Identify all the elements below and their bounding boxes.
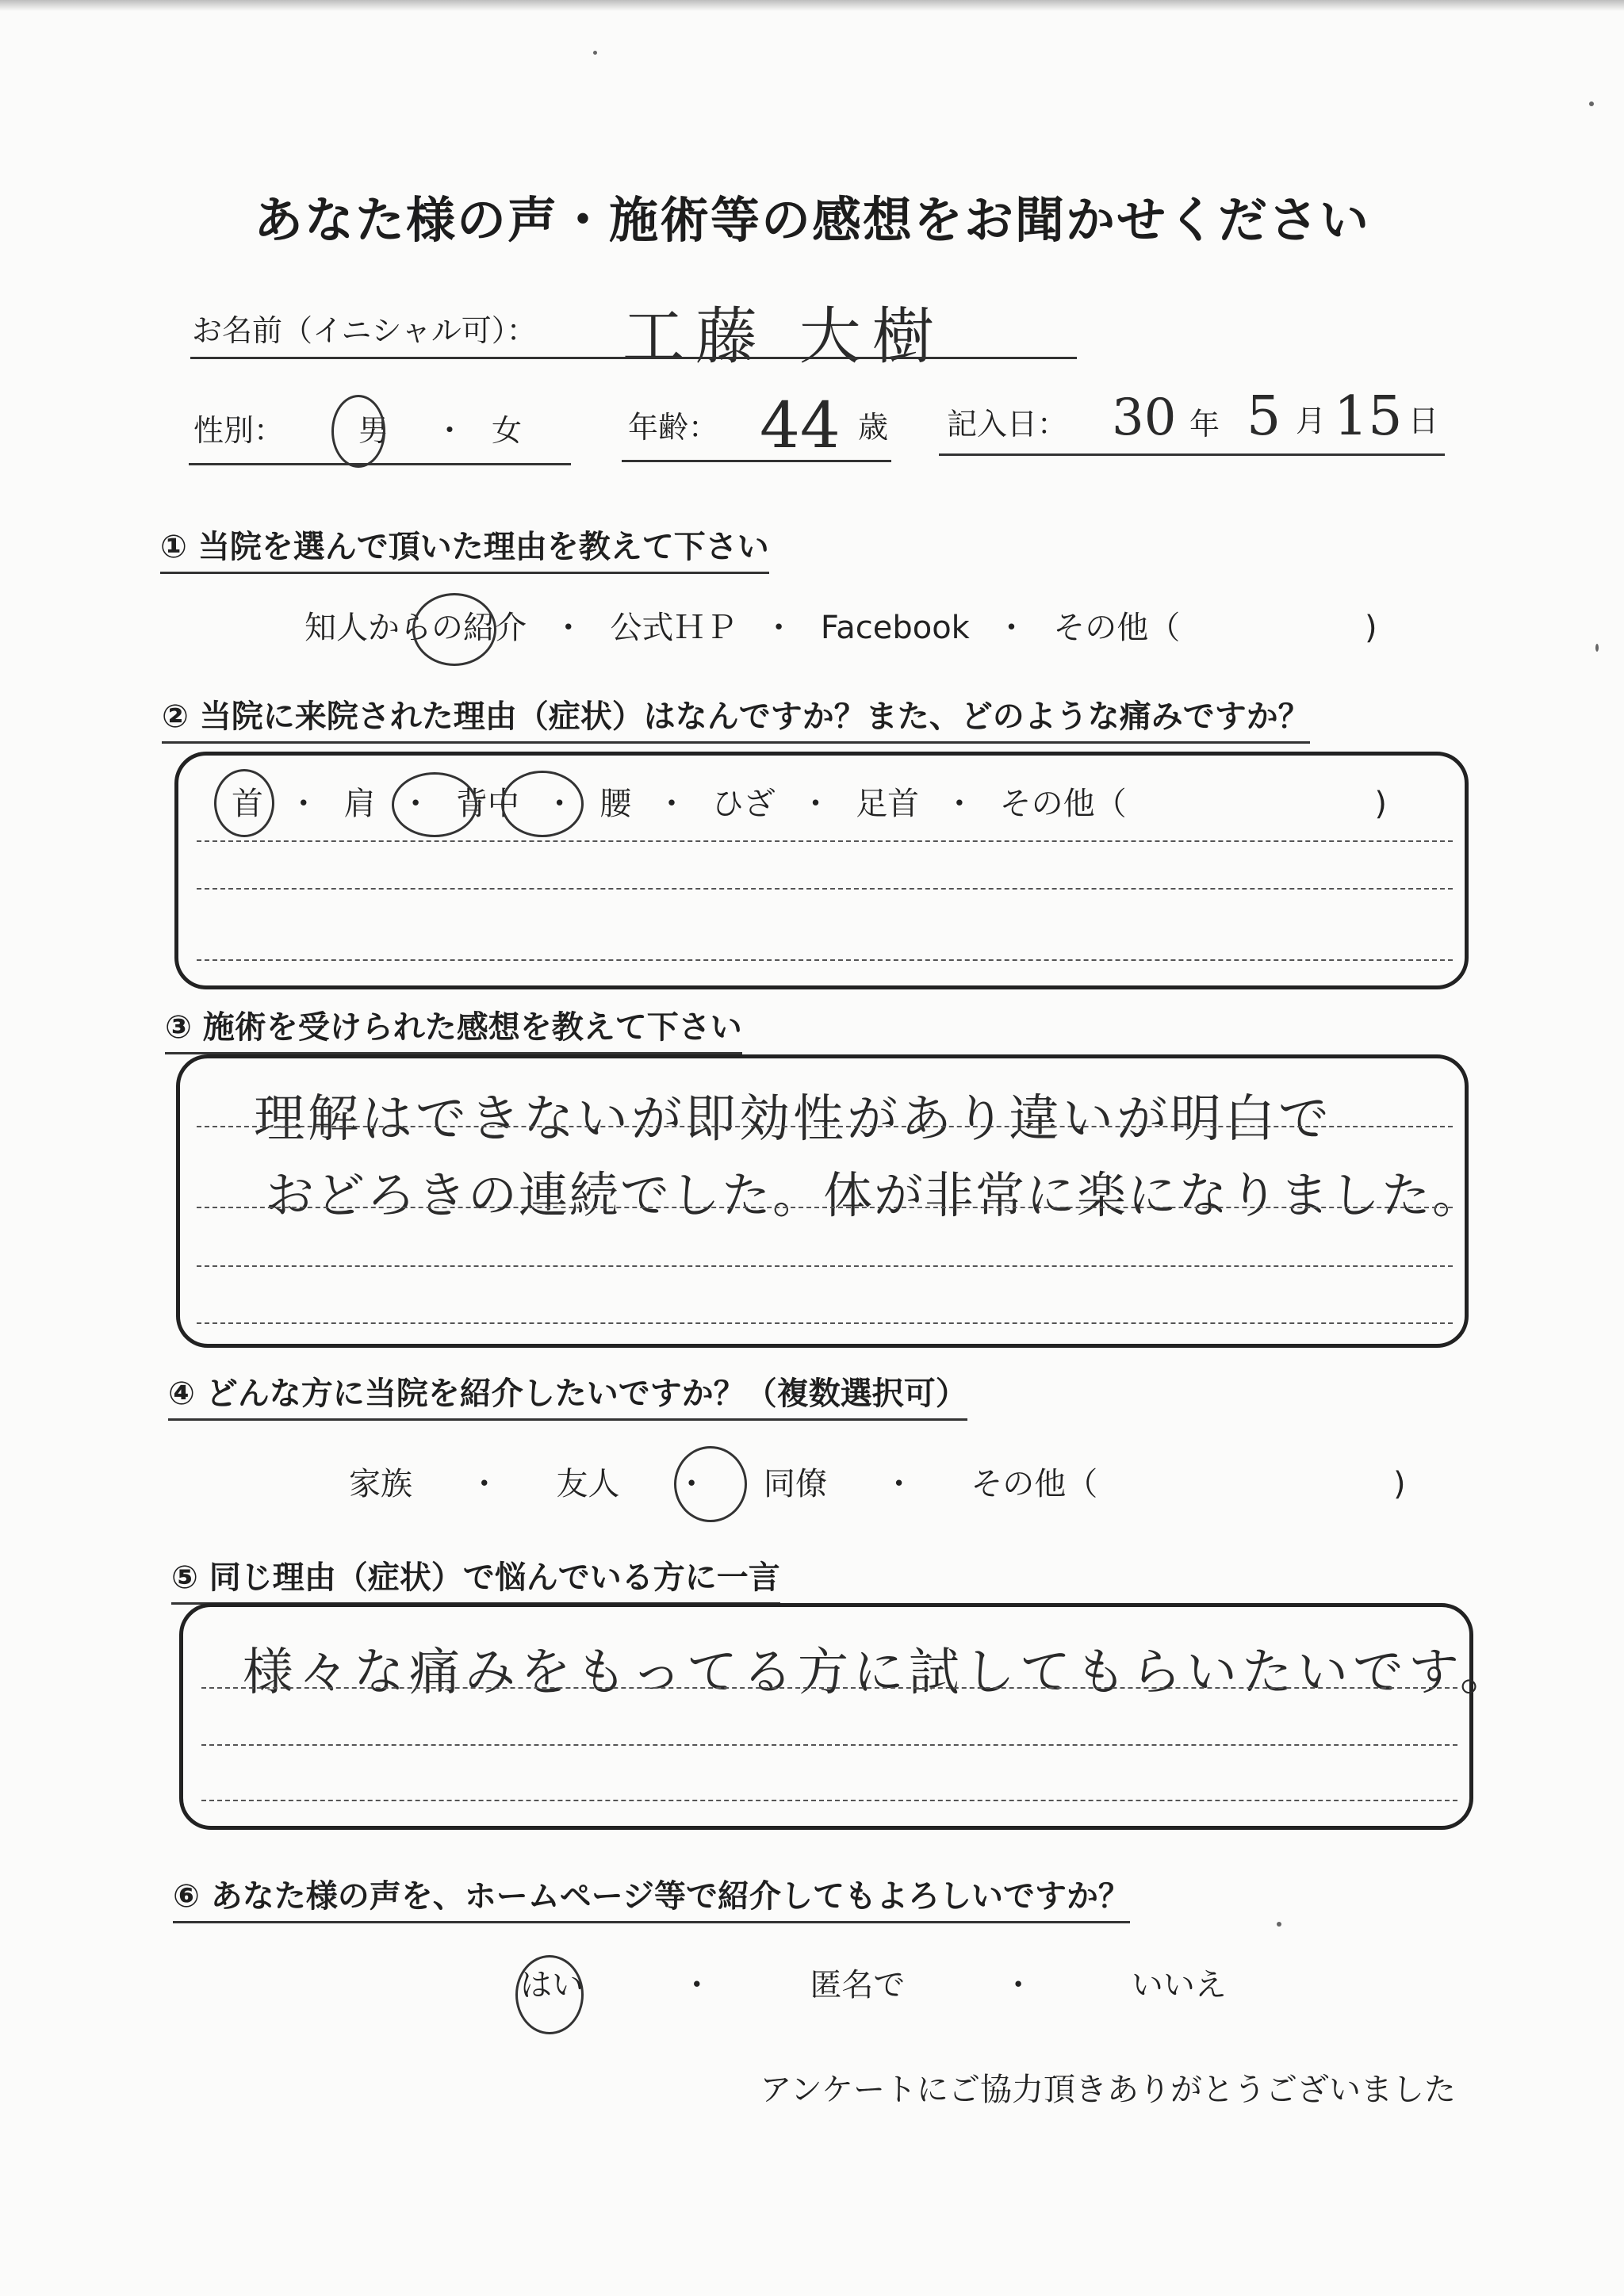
age-value: 44 [760,388,841,462]
q4-option-family: 家族 [349,1466,412,1502]
q4-other-close: ) [1393,1466,1406,1502]
scan-speck [1589,101,1594,106]
gender-male-circle [331,395,385,468]
q6-option-anonymous: 匿名で [810,1967,906,2003]
q2-sep: ・ [400,786,432,822]
name-underline [190,357,1077,359]
q3-line-4 [197,1322,1453,1324]
q1-selected-circle [412,593,496,666]
q2-line-1 [197,840,1453,842]
q2-sep: ・ [799,786,832,822]
q4-option-other: その他（ [971,1466,1098,1502]
q1-heading: ① 当院を選んで頂いた理由を教えて下さい [160,522,769,574]
gender-separator: ・ [435,413,465,448]
scan-speck [593,51,597,55]
q5-answer-line-1: 様々な痛みをもってる方に試してもらいたいです。 [243,1644,1515,1702]
q2-option-lower-back: 腰 [599,786,632,822]
q3-answer-line-1: 理解はできないが即効性があり違いが明白で [254,1090,1332,1149]
scan-speck [1595,644,1599,652]
q1-option-referral: 知人からの紹介 [304,610,527,646]
q6-options [520,1960,1227,2005]
q1-sep: ・ [995,610,1028,646]
q2-option-shoulder: 肩 [343,786,376,822]
gender-underline [189,463,571,465]
age-underline [622,460,891,462]
q6-sep: ・ [1002,1967,1035,2003]
date-month-unit: 月 [1296,404,1327,438]
q6-yes-circle [515,1955,584,2034]
date-year-unit: 年 [1189,407,1220,442]
date-underline [939,453,1445,456]
q2-option-knee: ひざ [711,786,776,822]
q1-option-other: その他（ [1053,610,1181,646]
q3-heading: ③ 施術を受けられた感想を教えて下さい [165,1002,742,1054]
q2-option-ankle: 足首 [856,786,920,822]
q6-sep: ・ [680,1967,713,2003]
gender-female: 女 [492,413,523,448]
q5-line-1 [201,1687,1457,1689]
q2-sep: ・ [943,786,975,822]
q3-line-2 [197,1207,1453,1208]
age-unit: 歳 [858,410,889,445]
q2-option-other: その他（ [999,786,1127,822]
q1-option-facebook: Facebook [820,610,970,646]
date-label: 記入日： [947,407,1068,442]
q2-back-circle [392,772,477,837]
date-day: 15 [1334,385,1403,448]
q4-options [349,1459,1406,1504]
gender-male: 男 [358,413,389,448]
q2-line-2 [197,888,1453,890]
name-value: 工藤 大樹 [622,301,945,373]
date-day-unit: 日 [1408,404,1439,438]
q1-other-close: ) [1364,610,1377,646]
q1-sep: ・ [552,610,584,646]
q2-other-close: ) [1374,786,1387,822]
q2-neck-circle [214,769,274,837]
q2-sep: ・ [656,786,688,822]
date-month: 5 [1247,385,1281,448]
q3-answer-line-2: おどろきの連続でした。体が非常に楽になりました。 [265,1166,1484,1224]
form-title: あなた様の声・施術等の感想をお聞かせください [253,191,1370,249]
q2-lower-back-circle [501,771,584,837]
q1-sep: ・ [763,610,795,646]
q4-sep: ・ [468,1466,500,1502]
name-label: お名前（イニシャル可）： [192,313,537,348]
q3-line-3 [197,1265,1453,1267]
q3-line-1 [197,1126,1453,1127]
q2-sep: ・ [543,786,576,822]
q4-option-friend: 友人 [556,1466,620,1502]
q4-heading: ④ どんな方に当院を紹介したいですか？（複数選択可） [168,1368,967,1421]
age-label: 年齢： [628,410,719,445]
q2-line-3 [197,959,1453,961]
q1-option-hp: 公式ＨＰ [610,610,737,646]
gender-label: 性別： [193,413,285,448]
q6-heading: ⑥ あなた様の声を、ホームページ等で紹介してもよろしいですか？ [173,1871,1130,1923]
q4-option-colleague: 同僚 [763,1466,827,1502]
q4-colleague-circle [674,1446,747,1522]
q4-sep: ・ [676,1466,708,1502]
q5-line-2 [201,1744,1457,1746]
q2-sep: ・ [287,786,320,822]
scan-edge [0,0,1624,11]
q5-heading: ⑤ 同じ理由（症状）で悩んでいる方に一言 [171,1552,780,1605]
thank-you-footer: アンケートにご協力頂きありがとうございました [760,2072,1456,2108]
scan-speck [1277,1922,1281,1927]
q2-option-neck: 首 [232,786,263,822]
q4-sep: ・ [883,1466,915,1502]
q6-option-yes: はい [520,1967,584,2003]
date-year: 30 [1112,388,1177,447]
q2-option-back: 背中 [455,786,519,822]
q6-option-no: いいえ [1131,1967,1227,2003]
q5-line-3 [201,1800,1457,1801]
q2-heading: ② 当院に来院された理由（症状）はなんですか？また、どのような痛みですか？ [162,691,1310,744]
